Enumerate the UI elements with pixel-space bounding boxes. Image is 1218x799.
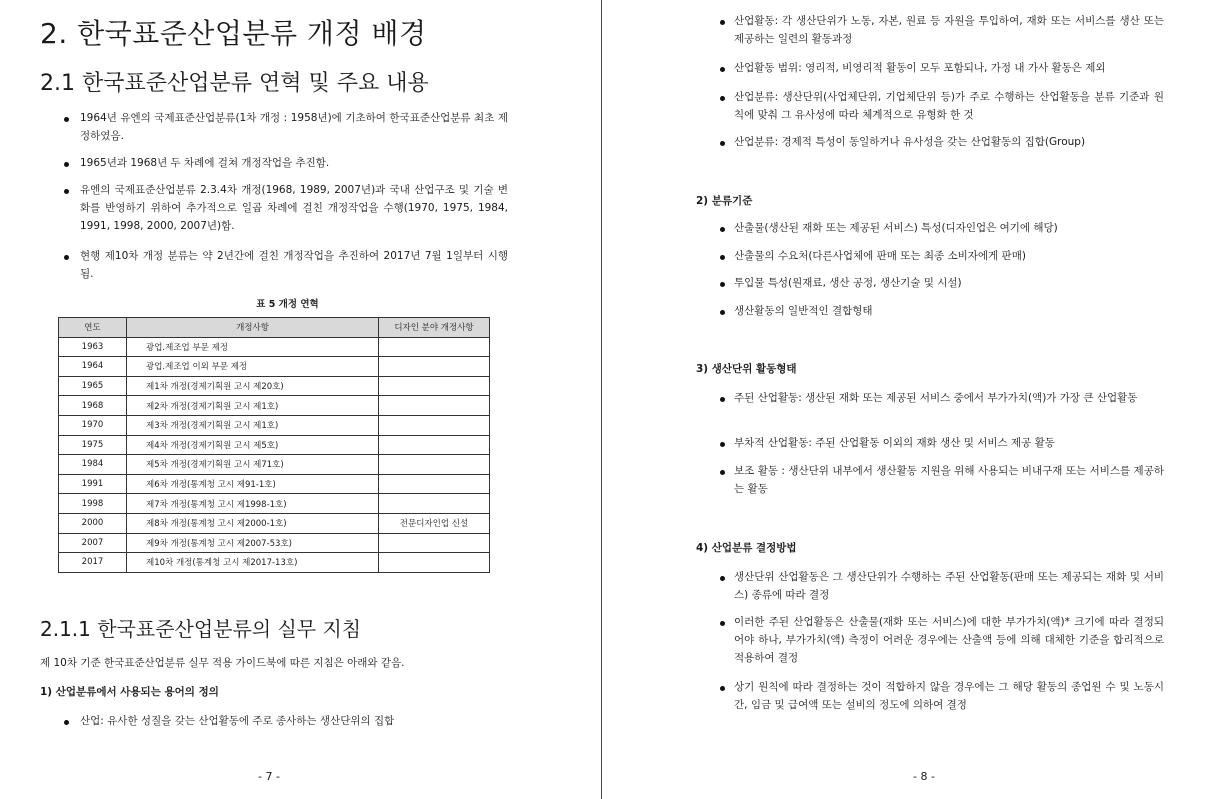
- bullet-marker: [720, 310, 725, 315]
- table-row: [59, 415, 490, 435]
- section-heading: 2.1 한국표준산업분류 연혁 및 주요 내용: [40, 71, 429, 96]
- design-revision-cell: [379, 357, 490, 377]
- bullet-marker: [64, 255, 69, 260]
- table-caption: 표 5 개정 연혁: [256, 299, 319, 310]
- page-number: - 8 -: [913, 770, 935, 783]
- table-row: [59, 357, 490, 377]
- list-item: 현행 제10차 개정 분류는 약 2년간에 걸친 개정작업을 추진하여 2017년 7월 1일부터 시행됨.: [80, 250, 508, 280]
- bullet-marker: [720, 255, 725, 260]
- design-revision-cell: [379, 337, 490, 357]
- revision-cell: 제8차 개정(통계청 고시 제2000-1호): [127, 513, 379, 533]
- revision-cell: 제9차 개정(통계청 고시 제2007-53호): [127, 533, 379, 553]
- list-item: 산업분류: 경제적 특성이 동일하거나 유사성을 갖는 산업활동의 집합(Group): [734, 136, 1086, 148]
- bullet-marker: [720, 141, 725, 146]
- design-revision-cell: [379, 455, 490, 475]
- design-revision-cell: [379, 474, 490, 494]
- bullet-marker: [720, 576, 725, 581]
- list-item: 생산활동의 일반적인 결합형태: [734, 305, 873, 317]
- bullet-marker: [720, 397, 725, 402]
- list-item: 산출물(생산된 재화 또는 제공된 서비스) 특성(디자인업은 여기에 해당): [734, 222, 1058, 234]
- design-revision-cell: [379, 415, 490, 435]
- bullet-marker: [64, 117, 69, 122]
- bullet-marker: [720, 442, 725, 447]
- table-row: [59, 396, 490, 416]
- list-item: 생산단위 산업활동은 그 생산단위가 수행하는 주된 산업활동(판매 또는 제공되는 재화 및 서비스) 종류에 따라 결정: [734, 571, 1164, 601]
- year-cell: 1968: [59, 396, 127, 416]
- intro-text: 제 10차 기준 한국표준산업분류 실무 적용 가이드북에 따른 지침은 아래와 같음.: [40, 657, 405, 669]
- design-revision-cell: [379, 494, 490, 514]
- revision-cell: 광업.제조업 부문 제정: [127, 337, 379, 357]
- bullet-marker: [64, 189, 69, 194]
- list-item: 산업: 유사한 성질을 갖는 산업활동에 주로 종사하는 생산단위의 집합: [80, 715, 395, 727]
- revision-history-table: [58, 317, 490, 573]
- table-row: [59, 455, 490, 475]
- bullet-marker: [720, 227, 725, 232]
- subsection-heading: 2.1.1 한국표준산업분류의 실무 지침: [40, 617, 362, 641]
- design-revision-cell: [379, 396, 490, 416]
- list-item: 1964년 유엔의 국제표준산업분류(1차 개정 : 1958년)에 기초하여 한국표준산업분류 최초 제정하였음.: [80, 112, 508, 142]
- revision-cell: 제10차 개정(통계청 고시 제2017-13호): [127, 553, 379, 573]
- item-title: 2) 분류기준: [696, 195, 753, 207]
- table-header-row: [59, 318, 490, 338]
- bullet-marker: [720, 621, 725, 626]
- bullet-marker: [720, 282, 725, 287]
- revision-cell: 제5차 개정(경제기획원 고시 제71호): [127, 455, 379, 475]
- right-page: [603, 0, 1218, 799]
- page-number: - 7 -: [258, 770, 280, 783]
- table-row: [59, 337, 490, 357]
- design-revision-cell: [379, 533, 490, 553]
- list-item: 이러한 주된 산업활동은 산출물(재화 또는 서비스)에 대한 부가가치(액)* 크기에 따라 결정되어야 하나, 부가가치(액) 측정이 어려운 경우에는 산출액 등에 의해 대체한 기준을 합리적으로 적용하여 결정: [734, 616, 1164, 664]
- year-cell: 1984: [59, 455, 127, 475]
- list-item: 상기 원칙에 따라 결정하는 것이 적합하지 않을 경우에는 그 해당 활동의 종업원 수 및 노동시간, 임금 및 급여액 또는 설비의 정도에 의하여 결정: [734, 681, 1164, 711]
- bullet-marker: [720, 20, 725, 25]
- list-item: 산출물의 수요처(다른사업체에 판매 또는 최종 소비자에게 판매): [734, 250, 1026, 262]
- year-cell: 2000: [59, 513, 127, 533]
- item-title: 4) 산업분류 결정방법: [696, 542, 797, 554]
- table-row: [59, 494, 490, 514]
- left-page: [0, 0, 602, 799]
- revision-cell: 제1차 개정(경제기획원 고시 제20호): [127, 376, 379, 396]
- year-cell: 1998: [59, 494, 127, 514]
- design-revision-cell: [379, 435, 490, 455]
- bullet-marker: [64, 162, 69, 167]
- bullet-marker: [720, 67, 725, 72]
- item-title: 1) 산업분류에서 사용되는 용어의 정의: [40, 686, 219, 698]
- bullet-marker: [64, 720, 69, 725]
- chapter-heading: 2. 한국표준산업분류 개정 배경: [40, 17, 427, 50]
- column-header: 디자인 분야 개정사항: [379, 318, 490, 338]
- year-cell: 1963: [59, 337, 127, 357]
- list-item: 투입물 특성(원재료, 생산 공정, 생산기술 및 시설): [734, 277, 962, 289]
- list-item: 산업활동: 각 생산단위가 노동, 자본, 원료 등 자원을 투입하여, 재화 또는 서비스를 생산 또는 제공하는 일련의 활동과정: [734, 15, 1164, 45]
- year-cell: 2007: [59, 533, 127, 553]
- table-row: [59, 435, 490, 455]
- list-item: 1965년과 1968년 두 차례에 걸쳐 개정작업을 추진함.: [80, 157, 330, 169]
- table-row: [59, 553, 490, 573]
- revision-cell: 제2차 개정(경제기획원 고시 제1호): [127, 396, 379, 416]
- list-item: 주된 산업활동: 생산된 재화 또는 제공된 서비스 중에서 부가가치(액)가 가장 큰 산업활동: [734, 392, 1138, 404]
- bullet-marker: [720, 470, 725, 475]
- list-item: 부차적 산업활동: 주된 산업활동 이외의 재화 생산 및 서비스 제공 활동: [734, 437, 1055, 449]
- page-divider: [601, 0, 602, 799]
- list-item: 보조 활동 : 생산단위 내부에서 생산활동 지원을 위해 사용되는 비내구재 또는 서비스를 제공하는 활동: [734, 465, 1164, 495]
- table-row: [59, 533, 490, 553]
- table-row: [59, 513, 490, 533]
- revision-cell: 광업.제조업 이외 부문 제정: [127, 357, 379, 377]
- year-cell: 1991: [59, 474, 127, 494]
- list-item: 산업활동 범위: 영리적, 비영리적 활동이 모두 포함되나, 가정 내 가사 활동은 제외: [734, 62, 1106, 74]
- design-revision-cell: [379, 376, 490, 396]
- revision-cell: 제4차 개정(경제기획원 고시 제5호): [127, 435, 379, 455]
- year-cell: 1975: [59, 435, 127, 455]
- design-revision-cell: 전문디자인업 신설: [379, 513, 490, 533]
- year-cell: 2017: [59, 553, 127, 573]
- design-revision-cell: [379, 553, 490, 573]
- list-item: 유엔의 국제표준산업분류 2.3.4차 개정(1968, 1989, 2007년)과 국내 산업구조 및 기술 변화를 반영하기 위하여 추가적으로 일곱 차례에 걸친 개정작업을 수행(1970, 1975, 1984, 1991, 1998, 2000, 2007년)함.: [80, 184, 508, 232]
- item-title: 3) 생산단위 활동형태: [696, 363, 797, 375]
- bullet-marker: [720, 686, 725, 691]
- revision-cell: 제7차 개정(통계청 고시 제1998-1호): [127, 494, 379, 514]
- table-row: [59, 474, 490, 494]
- year-cell: 1965: [59, 376, 127, 396]
- table-row: [59, 376, 490, 396]
- year-cell: 1964: [59, 357, 127, 377]
- column-header: 연도: [59, 318, 127, 338]
- revision-cell: 제3차 개정(경제기획원 고시 제1호): [127, 415, 379, 435]
- revision-cell: 제6차 개정(통계청 고시 제91-1호): [127, 474, 379, 494]
- list-item: 산업분류: 생산단위(사업체단위, 기업체단위 등)가 주로 수행하는 산업활동을 분류 기준과 원칙에 맞춰 그 유사성에 따라 체계적으로 유형화 한 것: [734, 91, 1164, 121]
- bullet-marker: [720, 96, 725, 101]
- column-header: 개정사항: [127, 318, 379, 338]
- year-cell: 1970: [59, 415, 127, 435]
